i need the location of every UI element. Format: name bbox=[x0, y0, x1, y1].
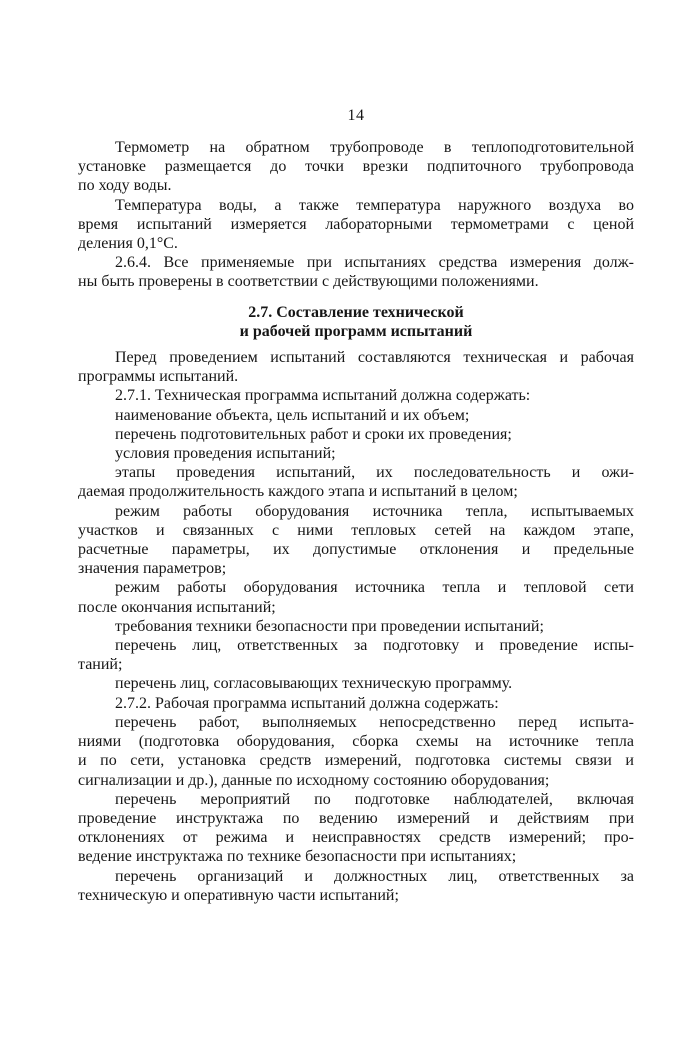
text-line: режим работы оборудования источника тепла и тепловой сети bbox=[115, 579, 634, 597]
text-line: 2.7.2. Рабочая программа испытаний должна содержать: bbox=[115, 694, 499, 712]
text-line: по ходу воды. bbox=[78, 177, 172, 195]
text-line: перечень мероприятий по подготовке наблюдателей, включая bbox=[115, 790, 634, 808]
text-line: перечень организаций и должностных лиц, ответственных за bbox=[115, 867, 634, 885]
paragraph bbox=[78, 253, 634, 291]
text-line: перечень работ, выполняемых непосредственно перед испыта- bbox=[115, 713, 634, 731]
text-line: программы испытаний. bbox=[78, 368, 239, 386]
text-line: Перед проведением испытаний составляются техническая и рабочая bbox=[115, 349, 634, 367]
paragraph bbox=[78, 617, 634, 636]
paragraph bbox=[78, 348, 634, 386]
paragraph bbox=[78, 867, 634, 905]
text-line: техническую и оперативную части испытаний; bbox=[78, 886, 399, 904]
page-number: 14 bbox=[347, 107, 365, 124]
paragraph bbox=[78, 790, 634, 867]
text-line: участков и связанных с ними тепловых сетей на каждом этапе, bbox=[78, 521, 634, 539]
text-line: режим работы оборудования источника тепла, испытываемых bbox=[115, 502, 634, 520]
paragraph bbox=[78, 444, 634, 463]
paragraph bbox=[78, 636, 634, 674]
text-line: значения параметров; bbox=[78, 560, 227, 578]
text-line: Термометр на обратном трубопроводе в теплоподготовительной bbox=[115, 139, 634, 156]
text-line: 2.7.1. Техническая программа испытаний должна содержать: bbox=[115, 387, 531, 405]
text-line: перечень подготовительных работ и сроки их проведения; bbox=[115, 425, 512, 443]
paragraph bbox=[78, 713, 634, 790]
text-line: таний; bbox=[78, 656, 123, 674]
heading-line: 2.7. Составление технической bbox=[248, 303, 464, 321]
text-line: и по сети, установка средств измерений, подготовка системы связи и bbox=[78, 752, 634, 770]
section-heading bbox=[78, 303, 634, 341]
text-line: перечень лиц, ответственных за подготовку и проведение испы- bbox=[115, 637, 634, 655]
text-line: время испытаний измеряется лабораторными термометрами с ценой bbox=[78, 215, 634, 233]
text-line: проведение инструктажа по ведению измерений и действиям при bbox=[78, 809, 634, 827]
heading-line: и рабочей программ испытаний bbox=[239, 322, 473, 340]
text-line: наименование объекта, цель испытаний и их объем; bbox=[115, 406, 470, 424]
text-line: 2.6.4. Все применяемые при испытаниях средства измерения долж- bbox=[115, 254, 634, 272]
text-line: ниями (подготовка оборудования, сборка схемы на источнике тепла bbox=[78, 733, 634, 751]
text-line: Температура воды, а также температура наружного воздуха во bbox=[115, 196, 634, 214]
text-line: ведение инструктажа по технике безопасности при испытаниях; bbox=[78, 848, 517, 866]
text-line: даемая продолжительность каждого этапа и испытаний в целом; bbox=[78, 483, 518, 501]
paragraph bbox=[78, 694, 634, 713]
text-line: сигнализации и др.), данные по исходному состоянию оборудования; bbox=[78, 771, 550, 789]
paragraph bbox=[78, 502, 634, 579]
text-line: перечень лиц, согласовывающих техническую программу. bbox=[115, 675, 513, 693]
text-line: этапы проведения испытаний, их последовательность и ожи- bbox=[115, 464, 634, 482]
text-line: установке размещается до точки врезки подпиточного трубопровода bbox=[78, 158, 634, 176]
paragraph bbox=[78, 386, 634, 405]
paragraph bbox=[78, 138, 634, 196]
paragraph bbox=[78, 578, 634, 616]
text-line: условия проведения испытаний; bbox=[115, 445, 336, 463]
paragraph bbox=[78, 463, 634, 501]
text-line: деления 0,1°С. bbox=[78, 235, 178, 253]
paragraph bbox=[78, 196, 634, 254]
text-line: расчетные параметры, их допустимые отклонения и предельные bbox=[78, 541, 634, 559]
text-line: после окончания испытаний; bbox=[78, 598, 276, 616]
text-line: требования техники безопасности при проведении испытаний; bbox=[115, 617, 544, 635]
paragraph bbox=[78, 674, 634, 693]
text-line: отклонениях от режима и неисправностях средств измерений; про- bbox=[78, 829, 634, 847]
text-line: ны быть проверены в соответствии с действующими положениями. bbox=[78, 273, 539, 291]
paragraph bbox=[78, 406, 634, 425]
page-content bbox=[78, 138, 634, 905]
paragraph bbox=[78, 425, 634, 444]
